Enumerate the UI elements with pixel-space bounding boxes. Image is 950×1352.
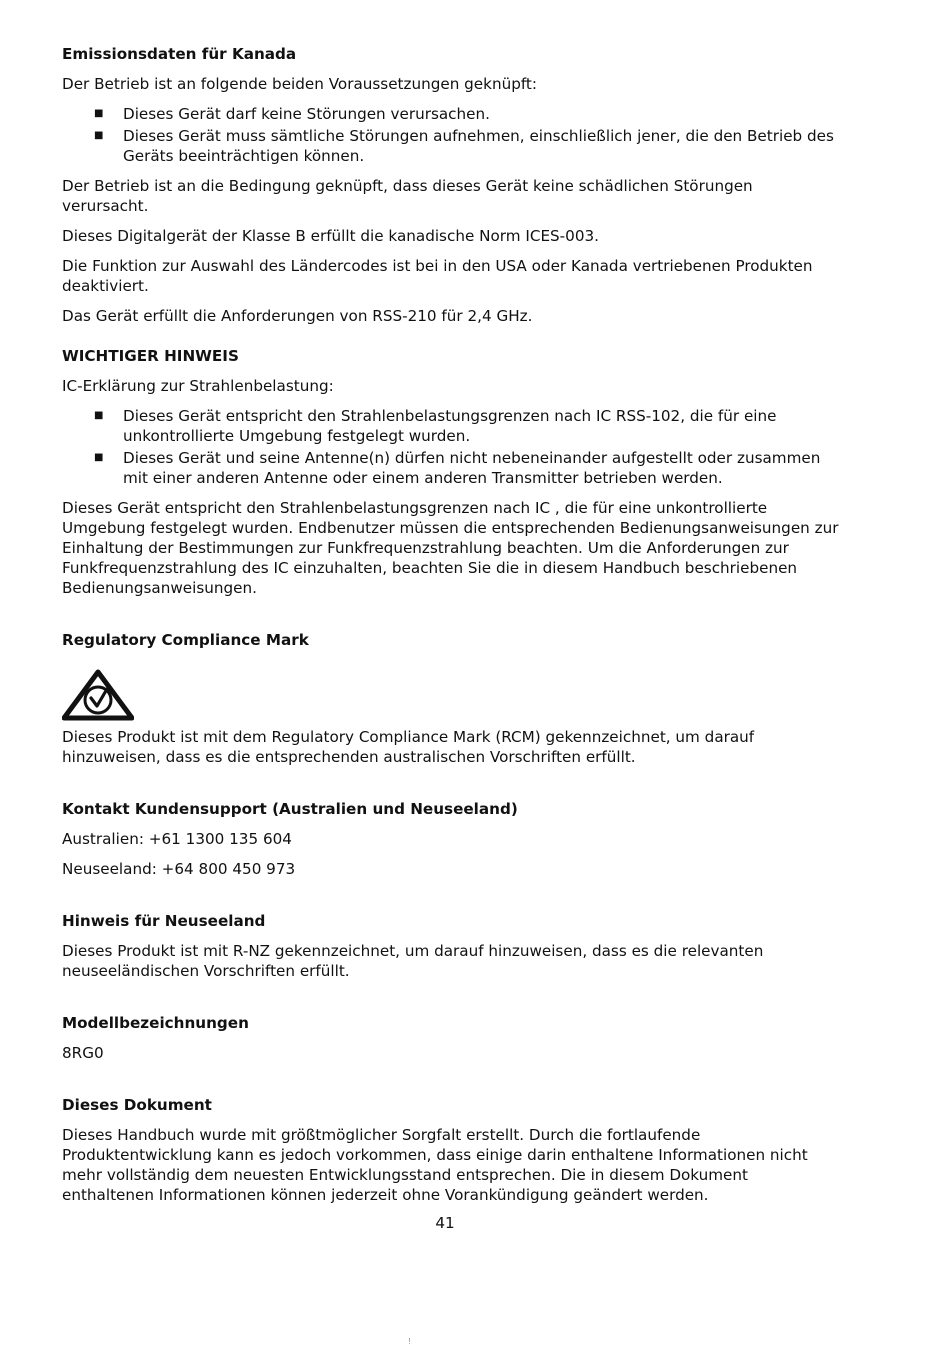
list-item: ■ Dieses Gerät darf keine Störungen verursachen. — [94, 105, 490, 123]
bullet-icon: ■ — [94, 108, 104, 119]
hinweis-intro: IC-Erklärung zur Strahlenbelastung: — [62, 377, 334, 395]
document-page — [62, 44, 842, 1205]
hinweis-bullet-list — [62, 406, 842, 488]
list-item: ■ Dieses Gerät und seine Antenne(n) dürfen nicht nebeneinander aufgestellt oder zusammen mit einer anderen Antenne oder einem anderen Transmitter betrieben werden. — [94, 449, 821, 487]
section-title-rcm: Regulatory Compliance Mark — [62, 631, 309, 649]
kanada-paragraph-2: Dieses Digitalgerät der Klasse B erfüllt die kanadische Norm ICES-003. — [62, 227, 599, 245]
section-title-models: Modellbezeichnungen — [62, 1014, 249, 1032]
kanada-paragraph-1: Der Betrieb ist an die Bedingung geknüpft, dass dieses Gerät keine schädlichen Störungen verursacht. — [62, 177, 753, 215]
models-value: 8RG0 — [62, 1044, 104, 1062]
support-australia: Australien: +61 1300 135 604 — [62, 830, 292, 848]
bullet-icon: ■ — [94, 130, 104, 141]
section-title-nz: Hinweis für Neuseeland — [62, 912, 266, 930]
section-title-document: Dieses Dokument — [62, 1096, 212, 1114]
kanada-bullet-list — [62, 104, 842, 166]
kanada-paragraph-3: Die Funktion zur Auswahl des Ländercodes ist bei in den USA oder Kanada vertriebenen Produkten deaktiviert. — [62, 257, 813, 295]
rcm-paragraph: Dieses Produkt ist mit dem Regulatory Compliance Mark (RCM) gekennzeichnet, um darauf hinzuweisen, dass es die entsprechenden australischen Vorschriften erfüllt. — [62, 728, 755, 766]
bullet-icon: ■ — [94, 410, 104, 421]
page-number: 41 — [435, 1214, 455, 1232]
rcm-mark-icon — [62, 668, 134, 722]
hinweis-paragraph-1: Dieses Gerät entspricht den Strahlenbelastungsgrenzen nach IC , die für eine unkontrollierte Umgebung festgelegt wurden. Endbenutzer müssen die entsprechenden Bedienungsanweisungen zur Einhaltung der Bestimmungen zur Funkfrequenzstrahlung beachten. Um die Anforderungen zur Funkfrequenzstrahlung des IC einzuhalten, beachten Sie die in diesem Handbuch beschriebenen Bedienungsanweisungen. — [62, 499, 839, 597]
list-item: ■ Dieses Gerät entspricht den Strahlenbelastungsgrenzen nach IC RSS-102, die für eine unkontrollierte Umgebung festgelegt wurden. — [94, 407, 777, 445]
kanada-paragraph-4: Das Gerät erfüllt die Anforderungen von RSS-210 für 2,4 GHz. — [62, 307, 533, 325]
section-title-support: Kontakt Kundensupport (Australien und Neuseeland) — [62, 800, 518, 818]
support-newzealand: Neuseeland: +64 800 450 973 — [62, 860, 296, 878]
kanada-intro: Der Betrieb ist an folgende beiden Voraussetzungen geknüpft: — [62, 75, 537, 93]
section-title-kanada: Emissionsdaten für Kanada — [62, 45, 297, 63]
bullet-icon: ■ — [94, 452, 104, 463]
footer-mark: ! — [408, 1337, 412, 1346]
document-paragraph: Dieses Handbuch wurde mit größtmöglicher Sorgfalt erstellt. Durch die fortlaufende Produktentwicklung kann es jedoch vorkommen, dass einige darin enthaltene Informationen nicht mehr vollständig dem neuesten Entwicklungsstand entsprechen. Die in diesem Dokument enthaltenen Informationen können jederzeit ohne Vorankündigung geändert werden. — [62, 1126, 808, 1204]
section-title-hinweis: WICHTIGER HINWEIS — [62, 347, 239, 365]
nz-paragraph: Dieses Produkt ist mit R-NZ gekennzeichnet, um darauf hinzuweisen, dass es die relevanten neuseeländischen Vorschriften erfüllt. — [62, 942, 764, 980]
list-item: ■ Dieses Gerät muss sämtliche Störungen aufnehmen, einschließlich jener, die den Betrieb des Geräts beeinträchtigen können. — [94, 127, 834, 165]
